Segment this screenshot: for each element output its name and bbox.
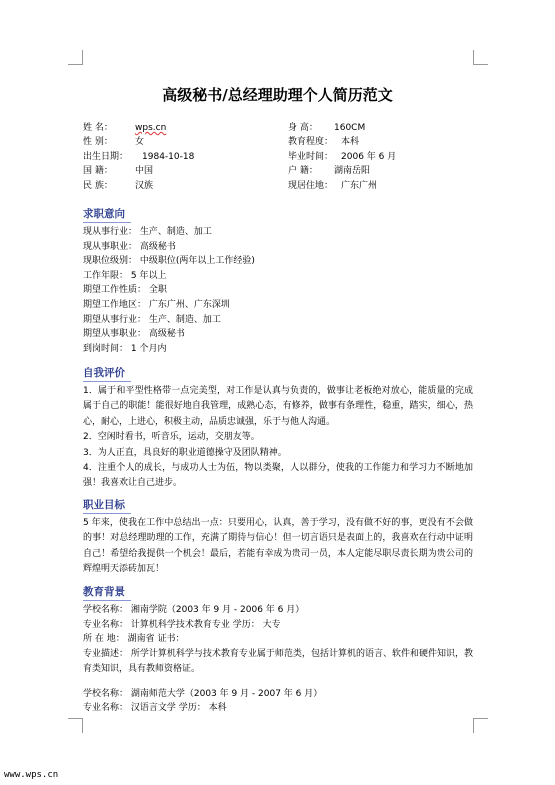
- info-label: 国 籍：: [83, 166, 113, 177]
- nationality-value: 中国: [135, 166, 154, 177]
- page-corner-mark: [68, 718, 83, 733]
- info-label: 民 族：: [83, 180, 113, 191]
- residence-value: 广东广州: [341, 180, 378, 191]
- education-line: 专业名称： 计算机科学技术教育专业 学历： 大专: [83, 619, 281, 630]
- hukou-value: 湖南岳阳: [334, 166, 371, 177]
- evaluation-item: 3．为人正直，具良好的职业道德操守及团队精神。: [83, 447, 287, 458]
- intent-line: 工作年限： 5 年以上: [83, 270, 167, 281]
- graduation-value: 2006 年 6 月: [341, 151, 397, 162]
- evaluation-item: 2．空闲时看书，听音乐，运动，交朋友等。: [83, 432, 260, 443]
- intent-line: 期望工作地区： 广东广州、广东深圳: [83, 299, 230, 310]
- section-heading: 求职意向: [83, 206, 131, 223]
- info-row: [83, 135, 483, 149]
- section-heading: 自我评价: [83, 365, 131, 382]
- education-line: 学校名称： 湖南师范大学（2003 年 9 月 - 2007 年 6 月）: [83, 688, 323, 699]
- info-label: 毕业时间：: [288, 151, 334, 162]
- intent-line: 期望从事职业： 高级秘书: [83, 329, 185, 340]
- education-level-value: 本科: [341, 137, 360, 148]
- info-row: [83, 150, 483, 164]
- intent-line: 现从事职业： 高级秘书: [83, 241, 176, 252]
- intent-line: 期望工作性质： 全职: [83, 285, 167, 296]
- birth-date-value: 1984-10-18: [142, 151, 195, 162]
- info-label: 户 籍：: [288, 166, 318, 177]
- page-corner-mark: [68, 50, 83, 65]
- career-goal-text: 5 年来，使我在工作中总结出一点：只要用心，认真，善于学习，没有做不好的事，更没有不会做的事！对总经理助理的工作，充满了期待与信心！但一切言语只是表面上的，我喜欢在行动中证明自己！希望给我提供一个机会！最后，若能有幸成为贵司一员，本人定能尽职尽责长期为贵公司的辉煌明天添砖加瓦！: [83, 518, 473, 575]
- document-title: 高级秘书/总经理助理个人简历范文: [162, 86, 393, 104]
- page-corner-mark: [473, 50, 488, 65]
- intent-line: 现从事行业： 生产、制造、加工: [83, 227, 212, 237]
- info-label: 现居住地：: [288, 180, 334, 191]
- education-line: 专业名称： 汉语言文学 学历： 本科: [83, 703, 227, 714]
- info-label: 姓 名：: [83, 123, 113, 133]
- info-label: 出生日期：: [83, 151, 129, 162]
- info-label: 教育程度：: [288, 137, 334, 148]
- gender-value: 女: [135, 137, 145, 148]
- height-value: 160CM: [334, 123, 366, 133]
- footer-url: www.wps.cn: [4, 770, 59, 780]
- info-row: [83, 121, 483, 135]
- ethnicity-value: 汉族: [135, 180, 154, 191]
- self-evaluation-section: [83, 365, 473, 492]
- evaluation-item: 4．注重个人的成长，与成功人士为伍，物以类聚，人以群分，使我的工作能力和学习力不断地加强！我喜欢让自己进步。: [83, 463, 473, 489]
- evaluation-item: 1．属于和平型性格带一点完美型，对工作是认真与负责的，做事让老板绝对放心，能质量的完成属于自己的职能！能很好地自我管理，成熟心态，有修养，做事有条理性，稳重，踏实，细心，热心，耐心，上进心，积极主动，品质忠诚强，乐于与他人沟通。: [83, 386, 473, 427]
- intent-line: 期望从事行业： 生产、制造、加工: [83, 314, 221, 325]
- info-row: [83, 179, 483, 193]
- job-intent-section: [83, 206, 473, 356]
- education-description: 专业描述： 所学计算机科学与技术教育专业属于师范类，包括计算机的语言、软件和硬件知识，教育类知识，具有教师资格证。: [83, 648, 473, 675]
- intent-line: 现职位级别： 中级职位(两年以上工作经验): [83, 256, 255, 267]
- basic-info: [83, 121, 483, 193]
- education-line: 学校名称： 湘南学院（2003 年 9 月 - 2006 年 6 月）: [83, 605, 305, 615]
- info-label: 身 高：: [288, 123, 318, 133]
- section-heading: 职业目标: [83, 497, 131, 514]
- education-section: [83, 584, 473, 716]
- name-value: wps.cn: [135, 123, 167, 133]
- education-line: 所 在 地： 湖南省 证书：: [83, 634, 185, 645]
- career-goal-section: [83, 497, 473, 578]
- info-row: [83, 164, 483, 178]
- page-corner-mark: [473, 718, 488, 733]
- intent-line: 到岗时间： 1 个月内: [83, 343, 167, 354]
- info-label: 性 别：: [83, 137, 113, 148]
- section-heading: 教育背景: [83, 584, 131, 601]
